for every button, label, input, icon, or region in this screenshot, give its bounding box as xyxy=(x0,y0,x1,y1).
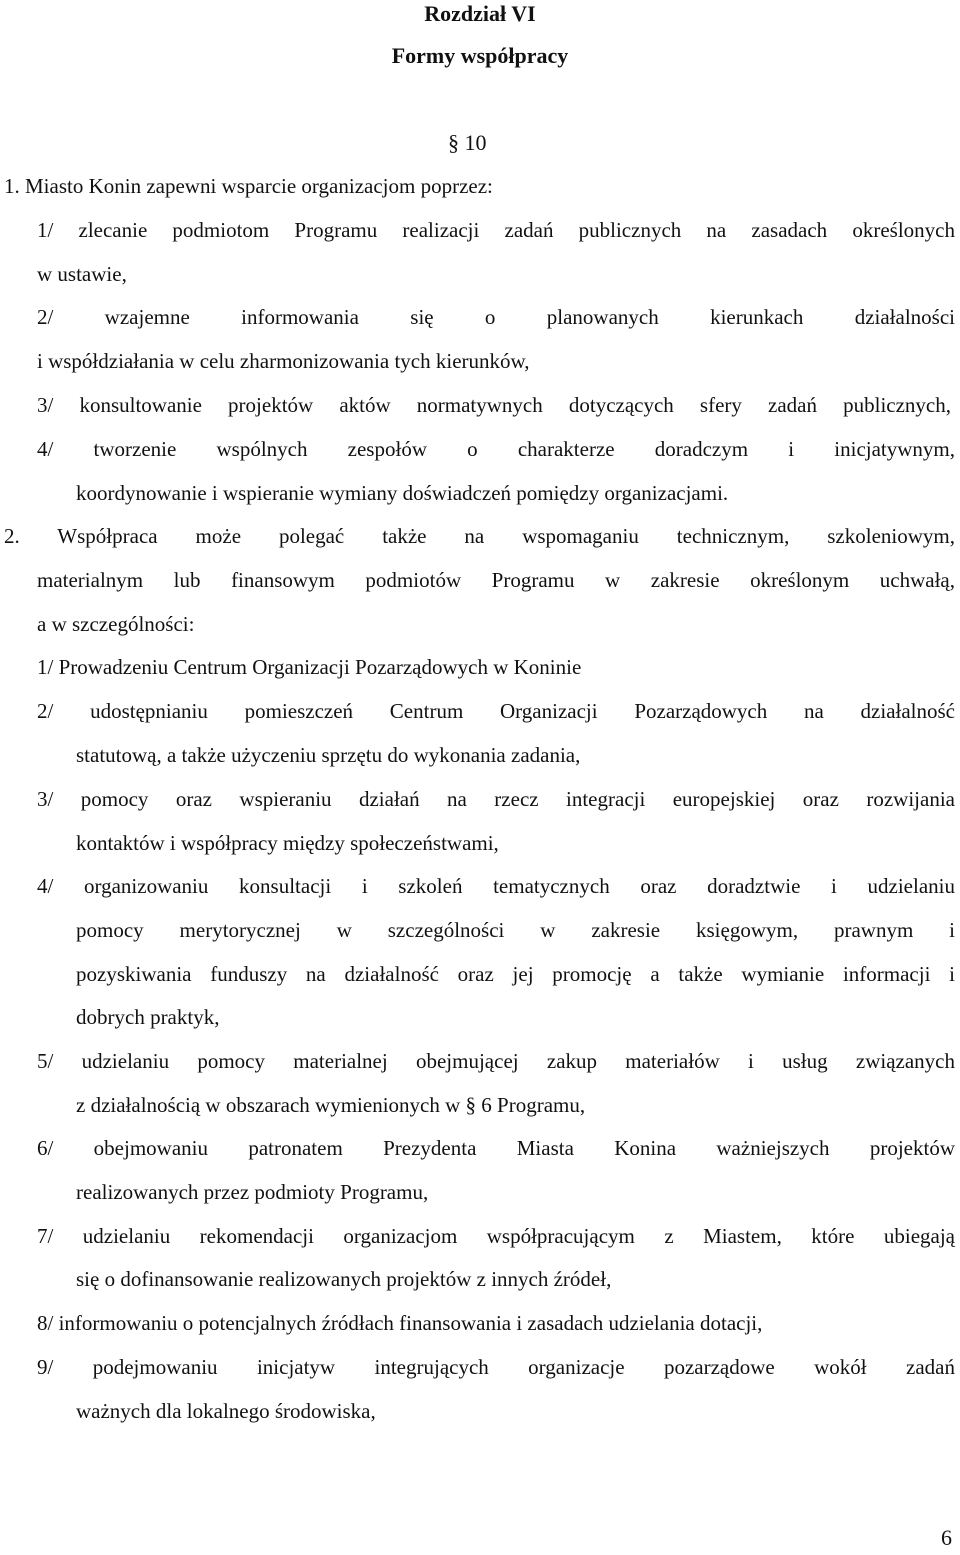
list-item: 1/ zlecanie podmiotom Programu realizacji zadań publicznych na zasadach określonych xyxy=(37,218,955,242)
list-item: w ustawie, xyxy=(37,262,127,286)
list-item: pomocy merytorycznej w szczególności w zakresie księgowym, prawnym i xyxy=(76,918,955,942)
list-item: 4/ tworzenie wspólnych zespołów o charakterze doradczym i inicjatywnym, xyxy=(37,437,955,461)
list-item: koordynowanie i wspieranie wymiany doświadczeń pomiędzy organizacjami. xyxy=(76,481,729,505)
list-item: 1/ Prowadzeniu Centrum Organizacji Pozarządowych w Koninie xyxy=(37,655,582,679)
list-item: się o dofinansowanie realizowanych projektów z innych źródeł, xyxy=(76,1267,612,1291)
list-item: 9/ podejmowaniu inicjatyw integrujących organizacje pozarządowe wokół zadań xyxy=(37,1355,955,1379)
list-item: z działalnością w obszarach wymienionych w § 6 Programu, xyxy=(76,1093,586,1117)
list-item: pozyskiwania funduszy na działalność oraz jej promocję a także wymianie informacji i xyxy=(76,962,955,986)
section-number-value: 10 xyxy=(464,130,487,155)
list-item: 3/ pomocy oraz wspieraniu działań na rzecz integracji europejskiej oraz rozwijania xyxy=(37,787,955,811)
list-item: realizowanych przez podmioty Programu, xyxy=(76,1180,429,1204)
list-item: 7/ udzielaniu rekomendacji organizacjom współpracującym z Miastem, które ubiegają xyxy=(37,1224,955,1248)
list-item: i współdziałania w celu zharmonizowania tych kierunków, xyxy=(37,349,530,373)
list-item: 2. Współpraca może polegać także na wspomaganiu technicznym, szkoleniowym, xyxy=(4,524,955,548)
list-item: materialnym lub finansowym podmiotów Programu w zakresie określonym uchwałą, xyxy=(37,568,955,592)
list-item: 6/ obejmowaniu patronatem Prezydenta Miasta Konina ważniejszych projektów xyxy=(37,1136,955,1160)
list-item: kontaktów i współpracy między społeczeństwami, xyxy=(76,831,499,855)
page-number: 6 xyxy=(941,1525,952,1550)
list-item: 2/ udostępnianiu pomieszczeń Centrum Organizacji Pozarządowych na działalność xyxy=(37,699,955,723)
chapter-heading: Rozdział VI xyxy=(424,1,536,26)
section-number: § 10 xyxy=(448,130,487,155)
chapter-title: Formy współpracy xyxy=(391,43,569,68)
list-item: 3/ konsultowanie projektów aktów normatywnych dotyczących sfery zadań publicznych, xyxy=(37,393,951,417)
list-item: 8/ informowaniu o potencjalnych źródłach finansowania i zasadach udzielania dotacji, xyxy=(37,1311,763,1335)
list-item: 2/ wzajemne informowania się o planowanych kierunkach działalności xyxy=(37,305,955,329)
list-item: dobrych praktyk, xyxy=(76,1005,220,1029)
list-item: ważnych dla lokalnego środowiska, xyxy=(76,1399,376,1423)
list-item: 4/ organizowaniu konsultacji i szkoleń tematycznych oraz doradztwie i udzielaniu xyxy=(37,874,955,898)
list-item: statutową, a także użyczeniu sprzętu do wykonania zadania, xyxy=(76,743,581,767)
list-item: 5/ udzielaniu pomocy materialnej obejmującej zakup materiałów i usług związanych xyxy=(37,1049,955,1073)
list-item: 1. Miasto Konin zapewni wsparcie organizacjom poprzez: xyxy=(4,174,493,198)
list-item: a w szczególności: xyxy=(37,612,195,636)
